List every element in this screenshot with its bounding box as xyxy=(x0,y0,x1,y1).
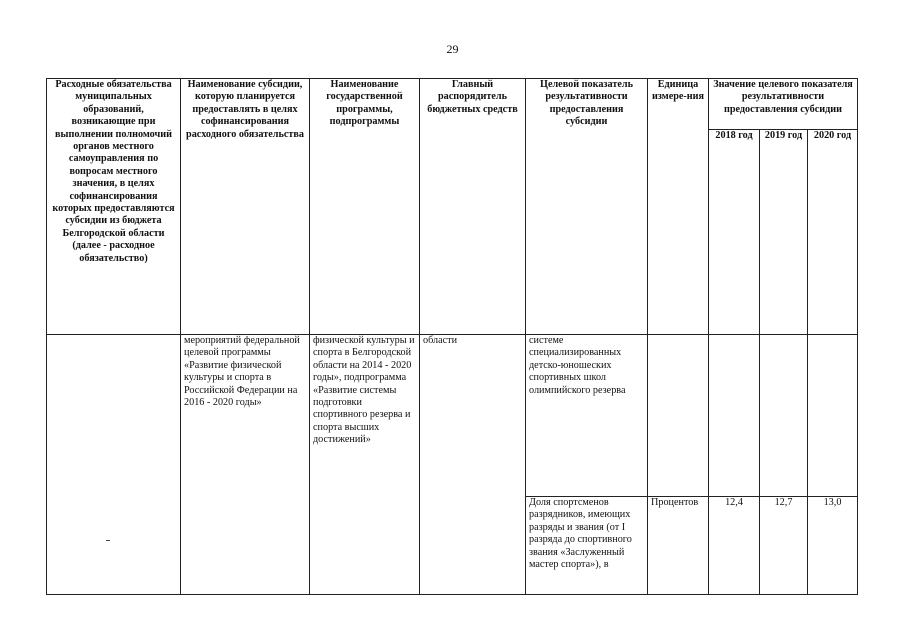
header-subsidy-name: Наименование субсидии, которую планируется предоставлять в целях софинансирования расходного обязательства xyxy=(181,79,310,335)
cell-value-2020: 13,0 xyxy=(808,497,858,595)
cell-program-name: физической культуры и спорта в Белгородской области на 2014 - 2020 годы», подпрограмма «Развитие системы подготовки спортивного резерва и спорта высших достижений» xyxy=(310,335,420,595)
cell-2018-1 xyxy=(709,335,760,497)
header-expenditure-obligations: Расходные обязательства муниципальных образований, возникающие при выполнении полномочий органов местного самоуправления по вопросам местного значения, в целях софинансирования которых предоставляются субсидии из бюджета Белгородской области (далее - расходное обязательство) xyxy=(47,79,181,335)
subsidy-table xyxy=(46,78,858,595)
cell-budget-manager: области xyxy=(420,335,526,595)
page-number: 29 xyxy=(446,42,459,56)
cell-unit-2: Процентов xyxy=(648,497,709,595)
cell-subsidy-name: мероприятий федеральной целевой программы «Развитие физической культуры и спорта в Российской Федерации на 2016 - 2020 годы» xyxy=(181,335,310,595)
header-year-2018: 2018 год xyxy=(709,130,760,335)
header-unit: Единица измере-ния xyxy=(648,79,709,335)
header-target-value: Значение целевого показателя результативности предоставления субсидии xyxy=(709,79,858,130)
header-year-2019: 2019 год xyxy=(760,130,808,335)
header-row-1 xyxy=(47,79,858,130)
cell-unit-1 xyxy=(648,335,709,497)
header-target-indicator: Целевой показатель результативности предоставления субсидии xyxy=(526,79,648,335)
stray-mark xyxy=(106,540,110,541)
cell-2020-1 xyxy=(808,335,858,497)
cell-target-indicator-2: Доля спортсменов разрядников, имеющих разряды и звания (от I разряда до спортивного звания «Заслуженный мастер спорта»), в xyxy=(526,497,648,595)
cell-target-indicator-1: системе специализированных детско-юношеских спортивных школ олимпийского резерва xyxy=(526,335,648,497)
header-budget-manager: Главный распорядитель бюджетных средств xyxy=(420,79,526,335)
header-year-2020: 2020 год xyxy=(808,130,858,335)
cell-2019-1 xyxy=(760,335,808,497)
header-program-name: Наименование государственной программы, подпрограммы xyxy=(310,79,420,335)
cell-value-2018: 12,4 xyxy=(709,497,760,595)
table-row xyxy=(47,335,858,497)
cell-value-2019: 12,7 xyxy=(760,497,808,595)
cell-obligation xyxy=(47,335,181,595)
